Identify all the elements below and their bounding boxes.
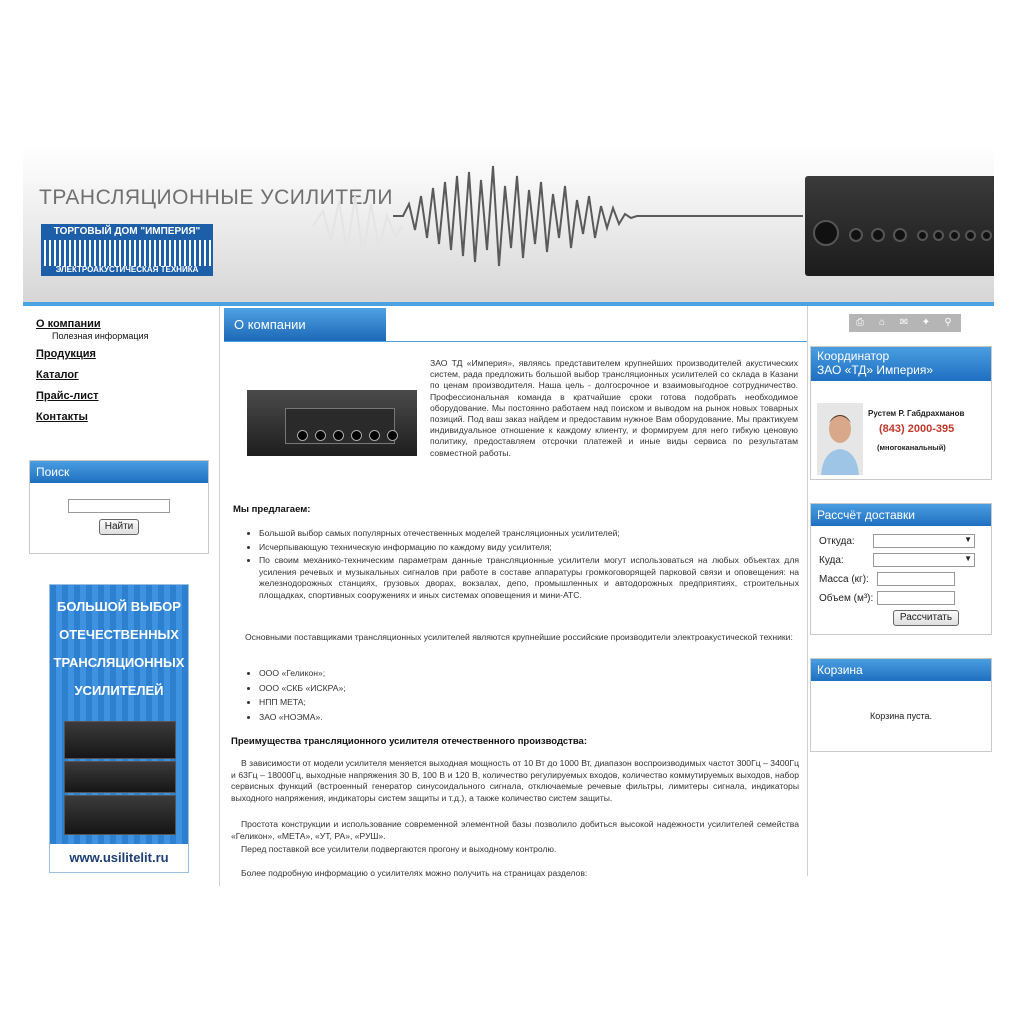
search-input[interactable] bbox=[68, 499, 170, 513]
site-title: ТРАНСЛЯЦИОННЫЕ УСИЛИТЕЛИ bbox=[39, 186, 393, 209]
menu-subitem-useful-info[interactable]: Полезная информация bbox=[52, 331, 149, 341]
coordinator-name: Рустем Р. Габдрахманов bbox=[868, 409, 965, 418]
banner-amplifier-image bbox=[64, 795, 176, 835]
amplifier-image bbox=[805, 176, 994, 276]
coordinator-title-line2: ЗАО «ТД» Империя» bbox=[817, 363, 933, 377]
coordinator-photo bbox=[817, 403, 863, 475]
from-select[interactable] bbox=[873, 534, 975, 548]
cart-box bbox=[810, 658, 992, 752]
menu-item-catalog[interactable]: Каталог bbox=[36, 369, 79, 381]
advantages-paragraph-1: В зависимости от модели усилителя меняется выходная мощность от 10 Вт до 1000 Вт, диапазон воспроизводимых частот 300Гц – 3400Гц и 63Гц – 18000Гц, выходные напряжения 30 В, 100 В и 120 В, количество регулируемых входов, количество коммутируемых выходов, набор сервисных функций (встроенный генератор синусоидального сигнала, отключаемые речевые фильтры, лимитеры сигнала, индикаторы выходного напряжения, индикаторы систем защиты и т.д.), а также количество систем защиты. bbox=[231, 758, 799, 803]
amplifier-knob bbox=[981, 230, 992, 241]
product-knob bbox=[387, 430, 398, 441]
advantages-paragraph-3: Перед поставкой все усилители подвергаются прогону и выходному контролю. bbox=[241, 844, 557, 854]
delivery-calculator bbox=[810, 503, 992, 635]
amplifier-knob bbox=[965, 230, 976, 241]
advantages-paragraph-2: Простота конструкции и использование современной элементной базы позволило добиться высокой надежности усилителей семейства «Геликон», «МЕТА», «УТ, РА», «РУШ». bbox=[231, 819, 799, 841]
banner-line-4: УСИЛИТЕЛЕЙ bbox=[74, 683, 164, 698]
menu-item-contacts[interactable]: Контакты bbox=[36, 411, 88, 423]
amplifier-knob bbox=[893, 228, 907, 242]
delivery-title: Рассчёт доставки bbox=[811, 504, 991, 526]
product-image bbox=[241, 382, 423, 464]
main-content bbox=[223, 306, 808, 876]
home-icon[interactable]: ⌂ bbox=[878, 317, 886, 328]
offer-item: • Большой выбор самых популярных отечественных моделей трансляционных усилителей; bbox=[259, 528, 799, 540]
banner-amplifier-image bbox=[64, 721, 176, 759]
coordinator-phone[interactable]: (843) 2000-395 bbox=[879, 423, 955, 435]
search-box bbox=[29, 460, 209, 554]
from-label: Откуда: bbox=[819, 536, 855, 547]
search-button[interactable]: Найти bbox=[99, 519, 139, 535]
offer-item: • По своим механико-техническим параметрам данные трансляционные усилители могут использоваться на любых объектах для усиления речевых и музыкальных сигналов при работе в составе аппаратуры громкоговорящей парковой связи и оповещения: на железнодорожных станциях, грузовых дворах, вокзалах, депо, промышленных и автодорожных предприятиях, строительных площадках, спортивных сооружениях и иных системах оповещения и мини-АТС. bbox=[259, 555, 799, 601]
print-icon[interactable]: ⎙ bbox=[856, 317, 864, 328]
offer-heading: Мы предлагаем: bbox=[233, 504, 311, 515]
chevron-down-icon: ▼ bbox=[964, 535, 972, 544]
intro-paragraph: ЗАО ТД «Империя», являясь представителем крупнейших производителей акустических систем, рада предложить большой выбор трансляционных усилителей со склада в Казани по ценам производителя. Наша цель - долгосрочное и взаимовыгодное сотрудничество. Профессиональная команда в кратчайшие сроки готова подобрать необходимое оборудование. Мы постоянно работаем над поиском и выводом на рынок новых товарных позиций. Под ваш заказ найдем и предоставим нужное Вам оборудование. Мы практикуем индивидуальное отношение к каждому клиенту, и формируем для него гибкую ценовую политику, предоставляем отсрочки платежей и иные виды сервиса по результатам совместной работы. bbox=[430, 358, 798, 458]
logo-sub-text: ЭЛЕКТРОАКУСТИЧЕСКАЯ ТЕХНИКА bbox=[55, 265, 199, 274]
tab-underline bbox=[224, 341, 807, 342]
banner-url: www.usilitelit.ru bbox=[50, 844, 188, 872]
avatar bbox=[817, 403, 863, 475]
calculate-button[interactable]: Рассчитать bbox=[893, 610, 959, 626]
offer-item: • Исчерпывающую техническую информацию по каждому виду усилителя; bbox=[259, 542, 799, 554]
suppliers-list bbox=[231, 668, 799, 726]
amplifier-knob bbox=[849, 228, 863, 242]
menu-item-about[interactable]: О компании bbox=[36, 318, 101, 330]
cart-title: Корзина bbox=[811, 659, 991, 681]
suppliers-paragraph: Основными поставщиками трансляционных усилителей являются крупнейшие российские производители электроакустической техники: bbox=[245, 632, 793, 642]
banner-line-1: БОЛЬШОЙ ВЫБОР bbox=[57, 599, 181, 614]
mass-label: Масса (кг): bbox=[819, 574, 869, 585]
coordinator-box bbox=[810, 346, 992, 480]
search-icon[interactable]: ⚲ bbox=[944, 317, 952, 328]
offer-list bbox=[231, 528, 799, 604]
banner-line-3: ТРАНСЛЯЦИОННЫХ bbox=[53, 655, 185, 670]
banner-line-2: ОТЕЧЕСТВЕННЫХ bbox=[59, 627, 179, 642]
chevron-down-icon: ▼ bbox=[964, 554, 972, 563]
utility-icon-bar bbox=[849, 314, 961, 332]
main-menu bbox=[36, 318, 148, 432]
sound-wave-graphic bbox=[223, 146, 823, 302]
logo-main-text: ТОРГОВЫЙ ДОМ "ИМПЕРИЯ" bbox=[53, 226, 201, 237]
amplifier-knob bbox=[917, 230, 928, 241]
supplier-item: • ООО «Геликон»; bbox=[259, 668, 799, 680]
supplier-item: • НПП МЕТА; bbox=[259, 697, 799, 709]
tab-about[interactable]: О компании bbox=[224, 308, 386, 342]
product-knob bbox=[351, 430, 362, 441]
mass-input[interactable] bbox=[877, 572, 955, 586]
search-box-title: Поиск bbox=[30, 461, 208, 483]
to-label: Куда: bbox=[819, 555, 844, 566]
supplier-item: • ООО «СКБ «ИСКРА»; bbox=[259, 683, 799, 695]
coordinator-phone-note: (многоканальный) bbox=[877, 443, 946, 452]
supplier-item: • ЗАО «НОЭМА». bbox=[259, 712, 799, 724]
volume-label: Объем (м³): bbox=[819, 593, 874, 604]
right-sidebar bbox=[807, 306, 994, 886]
amplifier-knob bbox=[871, 228, 885, 242]
coordinator-title-line1: Координатор bbox=[817, 349, 890, 363]
product-knob bbox=[297, 430, 308, 441]
amplifier-knob bbox=[949, 230, 960, 241]
cart-empty-text: Корзина пуста. bbox=[869, 711, 933, 721]
sitemap-icon[interactable]: ✦ bbox=[921, 317, 931, 328]
company-logo[interactable] bbox=[41, 224, 213, 276]
banner-amplifier-image bbox=[64, 761, 176, 793]
product-body bbox=[247, 390, 417, 456]
site-header bbox=[23, 146, 994, 302]
promo-banner[interactable] bbox=[49, 584, 189, 873]
amplifier-knob bbox=[933, 230, 944, 241]
logo-stripes bbox=[41, 240, 213, 266]
amplifier-volume-knob bbox=[813, 220, 839, 246]
advantages-heading: Преимущества трансляционного усилителя отечественного производства: bbox=[231, 736, 587, 747]
product-knob bbox=[333, 430, 344, 441]
coordinator-title bbox=[811, 347, 991, 381]
more-info-text: Более подробную информацию о усилителях можно получить на страницах разделов: bbox=[241, 868, 588, 878]
volume-input[interactable] bbox=[877, 591, 955, 605]
product-knob bbox=[369, 430, 380, 441]
to-select[interactable] bbox=[873, 553, 975, 567]
menu-item-pricelist[interactable]: Прайс-лист bbox=[36, 390, 99, 402]
mail-icon[interactable]: ✉ bbox=[899, 317, 909, 328]
menu-item-products[interactable]: Продукция bbox=[36, 348, 96, 360]
product-knob bbox=[315, 430, 326, 441]
